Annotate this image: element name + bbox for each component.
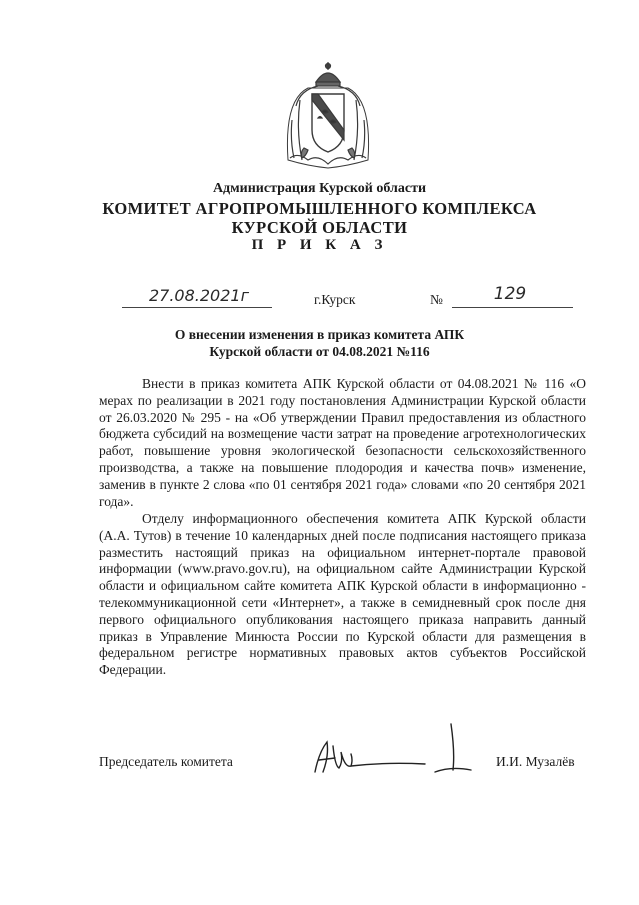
administration-title: Администрация Курской области	[212, 181, 427, 196]
subject-line-1: О внесении изменения в приказ комитета АПК	[174, 327, 465, 342]
coat-of-arms-icon	[278, 60, 378, 174]
number-sign: №	[430, 292, 443, 307]
subject-line-2: Курской области от 04.08.2021 №116	[209, 344, 430, 359]
order-date: 27.08.2021г	[148, 286, 249, 305]
order-number: 129	[493, 284, 527, 304]
signatory-title: Председатель комитета	[99, 754, 233, 769]
region-title: КУРСКОЙ ОБЛАСТИ	[231, 218, 408, 237]
body-paragraph-2: Отделу информационного обеспечения комитета АПК Курской области (А.А. Тутов) в течение 10 календарных дней после подписания настоящего приказа разместить настоящий приказ на официальном интернет-портале правовой информации (www.pravo.gov.ru), на официальном сайте Администрации Курской области и официальном сайте комитета АПК Курской области в информационно - телекоммуникационной сети «Интернет», а также в семидневный срок после дня первого официального опубликования настоящего приказа направить данный приказ в Управление Минюста России по Курской области для размещения в федеральном регистре нормативных правовых актов субъектов Российской Федерации.	[99, 511, 586, 678]
date-underline	[122, 307, 272, 308]
document-type: П Р И К А З	[251, 237, 388, 253]
body-paragraph-1: Внести в приказ комитета АПК Курской области от 04.08.2021 № 116 «О мерах по реализации в 2021 году постановления Администрации Курской области от 26.03.2020 № 295 - на «Об утверждении Правил предоставления из областного бюджета субсидий на возмещение части затрат на проведение агротехнологических работ, повышение уровня экологической безопасности сельскохозяйственного производства, а также на повышение плодородия и качества почв» изменение, заменив в пункте 2 слова «по 01 сентября 2021 года» словами «по 20 сентября 2021 года».	[99, 376, 586, 509]
committee-title: КОМИТЕТ АГРОПРОМЫШЛЕННОГО КОМПЛЕКСА	[102, 199, 537, 218]
number-underline	[452, 307, 573, 308]
signatory-name: И.И. Музалёв	[496, 754, 575, 769]
city: г.Курск	[314, 292, 356, 307]
handwritten-signature-icon	[305, 722, 485, 782]
